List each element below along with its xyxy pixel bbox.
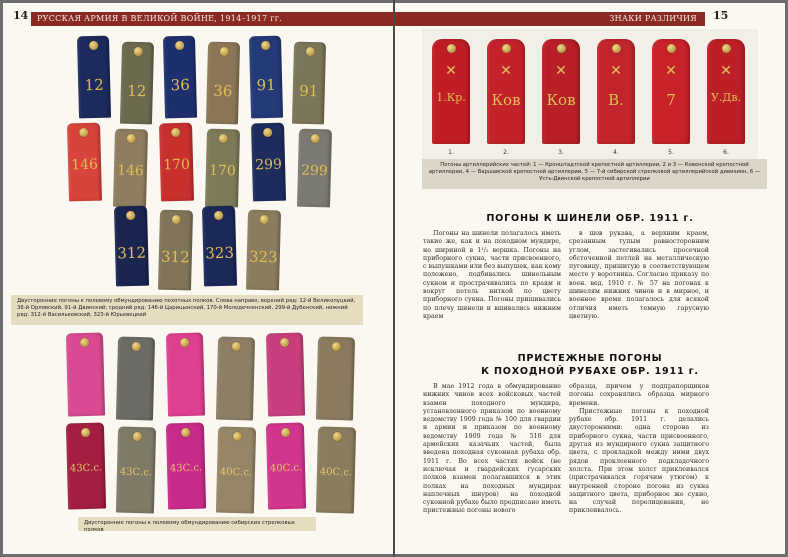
button-icon bbox=[557, 44, 566, 53]
artillery-strap bbox=[597, 39, 635, 144]
button-icon bbox=[126, 211, 135, 220]
artillery-strap bbox=[487, 39, 525, 144]
strap-number: 5. bbox=[668, 149, 674, 156]
strap-label: 323 bbox=[205, 243, 235, 263]
infantry-strap bbox=[113, 129, 148, 208]
button-icon bbox=[219, 47, 228, 56]
right-page-number: 15 bbox=[713, 9, 729, 22]
strap-label: 40С.с. bbox=[319, 466, 353, 479]
right-running-head: ЗНАКИ РАЗЛИЧИЯ bbox=[395, 12, 705, 26]
button-icon bbox=[127, 134, 136, 143]
infantry-strap bbox=[205, 129, 240, 208]
siberian-strap bbox=[166, 333, 205, 417]
strap-label: 146 bbox=[116, 162, 144, 180]
crossed-cannons-icon: ✕ bbox=[720, 63, 732, 79]
button-icon bbox=[81, 428, 90, 437]
siberian-strap bbox=[216, 427, 256, 514]
button-icon bbox=[219, 134, 228, 143]
siberian-strap bbox=[116, 427, 156, 514]
button-icon bbox=[447, 44, 456, 53]
section-title-shirt-line1: ПРИСТЕЖНЫЕ ПОГОНЫ bbox=[517, 353, 663, 364]
infantry-strap bbox=[202, 206, 237, 287]
button-icon bbox=[722, 44, 731, 53]
infantry-strap bbox=[159, 123, 194, 202]
strap-label: 7 bbox=[666, 91, 676, 109]
button-icon bbox=[171, 128, 180, 137]
artillery-strap bbox=[432, 39, 470, 144]
left-running-head: РУССКАЯ АРМИЯ В ВЕЛИКОЙ ВОЙНЕ, 1914–1917 гг. bbox=[31, 12, 393, 26]
strap-number: 6. bbox=[723, 149, 729, 156]
siberian-strap bbox=[216, 337, 255, 421]
button-icon bbox=[132, 432, 141, 441]
infantry-strap bbox=[77, 36, 111, 119]
siberian-strap bbox=[266, 423, 306, 510]
strap-label: Ков bbox=[546, 91, 576, 109]
button-icon bbox=[332, 342, 341, 351]
section2-column-left: В мае 1912 года в обмундирование нижних чинов всех войсковых частей взамен походного мундира, установленного приказом по военному ведомству 1909 года № 100 для гвардии и армии и приказом по военному ведомству 1909 года № 518 для армейских казачьих частей, была введена походная суконная рубаха обр. 1911 г. Во всех частях войск (не исключая и гвардейских гусарских полков взамен полагавшихся в этих полках на походных мундирах наплечных шнуров) на походной суконной рубахе было предписано иметь пристежные погоны нового bbox=[423, 383, 561, 515]
strap-label: 299 bbox=[300, 162, 328, 180]
button-icon bbox=[133, 47, 142, 56]
button-icon bbox=[232, 342, 241, 351]
button-icon bbox=[132, 342, 141, 351]
siberian-strap bbox=[166, 423, 206, 510]
strap-label: 323 bbox=[248, 247, 278, 267]
infantry-strap bbox=[246, 210, 281, 291]
artillery-straps-photo bbox=[422, 29, 758, 165]
strap-number: 1. bbox=[448, 149, 454, 156]
right-page bbox=[395, 3, 785, 554]
infantry-strap bbox=[206, 42, 240, 125]
strap-label: 299 bbox=[254, 156, 283, 174]
siberian-caption: Двусторонние погоны к полевому обмундированию сибирских стрелковых полков bbox=[78, 517, 316, 531]
button-icon bbox=[181, 428, 190, 437]
siberian-strap bbox=[116, 337, 155, 421]
strap-number: 3. bbox=[558, 149, 564, 156]
infantry-caption: Двусторонние погоны к полевому обмундированию пехотных полков. Слева направо, верхний ряд: 12-й Великолуцкий, 36-й Орловский, 91-й Двинский; средний ряд: 146-й Царицынский, 170-й Молодечненский, 299-й Дубенский, нижний ряд: 312-й Васильковский, 323-й Юрьевецкий bbox=[11, 295, 363, 325]
infantry-strap bbox=[163, 36, 197, 119]
siberian-strap bbox=[316, 337, 355, 421]
strap-label: 43С.с. bbox=[69, 462, 103, 475]
strap-label: 146 bbox=[70, 156, 99, 174]
button-icon bbox=[80, 338, 89, 347]
section1-column-left: Погоны на шинели полагалось иметь такие же, как и на походном мундире, но шириной в 1¹/₂ вершка. Погоны на приборного сукна, части присвоенного, с выпушками или без выпушек, как кому положено, подбивались шинельным сукном и прострачивались по краям и вокруг петель ниткой по цвету приборного сукна. Погоны пришивались по плечу шинели и вшивались нижним краем bbox=[423, 230, 561, 320]
strap-label: 36 bbox=[170, 75, 190, 95]
artillery-caption: Погоны артиллерийских частей: 1 — Кронштадтской крепостной артиллерии, 2 и 3 — Ковенской крепостной артиллерии, 4 — Варшавской крепостной артиллерии, 5 — 7-й сибирской стрелковой артиллерийской дивизион, 6 — Усть-Двинской крепостной артиллерии bbox=[422, 159, 767, 189]
button-icon bbox=[280, 338, 289, 347]
left-page-number: 14 bbox=[13, 9, 29, 22]
strap-label: 91 bbox=[256, 75, 276, 95]
button-icon bbox=[311, 134, 320, 143]
infantry-strap bbox=[249, 36, 283, 119]
button-icon bbox=[502, 44, 511, 53]
button-icon bbox=[260, 215, 269, 224]
infantry-strap bbox=[251, 123, 286, 202]
button-icon bbox=[175, 41, 184, 50]
strap-label: 170 bbox=[208, 162, 236, 180]
button-icon bbox=[263, 128, 272, 137]
button-icon bbox=[261, 41, 270, 50]
button-icon bbox=[172, 215, 181, 224]
strap-label: 312 bbox=[117, 243, 147, 263]
infantry-strap bbox=[120, 42, 154, 125]
strap-label: 91 bbox=[299, 81, 319, 101]
artillery-strap bbox=[542, 39, 580, 144]
crossed-cannons-icon: ✕ bbox=[665, 63, 677, 79]
strap-label: 1.Кр. bbox=[436, 91, 466, 104]
strap-label: 40С.с. bbox=[219, 466, 253, 479]
button-icon bbox=[667, 44, 676, 53]
left-page bbox=[3, 3, 393, 554]
infantry-strap bbox=[67, 123, 102, 202]
strap-label: 36 bbox=[213, 81, 233, 101]
button-icon bbox=[79, 128, 88, 137]
button-icon bbox=[89, 41, 98, 50]
section-title-shirt-line2: К ПОХОДНОЙ РУБАХЕ ОБР. 1911 г. bbox=[481, 366, 699, 377]
button-icon bbox=[332, 432, 341, 441]
siberian-strap bbox=[266, 333, 305, 417]
strap-label: В. bbox=[608, 91, 624, 109]
artillery-strap bbox=[707, 39, 745, 144]
artillery-strap bbox=[652, 39, 690, 144]
infantry-strap bbox=[292, 42, 326, 125]
crossed-cannons-icon: ✕ bbox=[555, 63, 567, 79]
strap-label: 43С.с. bbox=[169, 462, 203, 475]
button-icon bbox=[281, 428, 290, 437]
section-title-greatcoat: ПОГОНЫ К ШИНЕЛИ ОБР. 1911 г. bbox=[486, 213, 694, 224]
strap-label: 12 bbox=[127, 81, 147, 101]
button-icon bbox=[305, 47, 314, 56]
crossed-cannons-icon: ✕ bbox=[445, 63, 457, 79]
strap-label: 312 bbox=[160, 247, 190, 267]
siberian-strap bbox=[66, 333, 105, 417]
section1-column-right: в шов рукава, а верхним краем, срезанным тупым равносторонним углом, застегивались просечной обсточенной петлей на металлическую пуговицу, пришитую в соответствующем месте у воротника. Согласно приказу по воен. вед. 1910 г. № 57 на погонах к шинелям нижних чинов и в мирное, и военное время полагалось для всякой отличия иметь темную гарусную цветную. bbox=[569, 230, 709, 320]
section2-column-right: образца, причем у подпрапорщиков погоны сохранялись образца мирного времени. Пристежные погоны к походной рубахе обр. 1911 г. делались двусторонними: одна сторона из приборного сукна, части присвоенного, другая из мундирного сукна защитного цвета, с прокладкой между ними двух рядов проклеенного подкладочного холста. При этом холст приклеивался (пристрачивался горячим утюгом) к внутренней стороне погона из сукна защитного цвета, приборное же сукно, на случай перелицевания, не приклеивалось. bbox=[569, 383, 709, 515]
crossed-cannons-icon: ✕ bbox=[610, 63, 622, 79]
infantry-strap bbox=[297, 129, 332, 208]
button-icon bbox=[180, 338, 189, 347]
button-icon bbox=[214, 211, 223, 220]
strap-label: 40С.с. bbox=[269, 462, 303, 475]
strap-label: У.Дв. bbox=[710, 91, 742, 104]
button-icon bbox=[232, 432, 241, 441]
strap-label: 170 bbox=[162, 156, 191, 174]
strap-number: 2. bbox=[503, 149, 509, 156]
strap-label: 43С.с. bbox=[119, 466, 153, 479]
siberian-strap bbox=[316, 427, 356, 514]
crossed-cannons-icon: ✕ bbox=[500, 63, 512, 79]
infantry-strap bbox=[114, 206, 149, 287]
strap-label: 12 bbox=[84, 75, 104, 95]
strap-number: 4. bbox=[613, 149, 619, 156]
infantry-strap bbox=[158, 210, 193, 291]
button-icon bbox=[612, 44, 621, 53]
strap-label: Ков bbox=[491, 91, 521, 109]
siberian-strap bbox=[66, 423, 106, 510]
